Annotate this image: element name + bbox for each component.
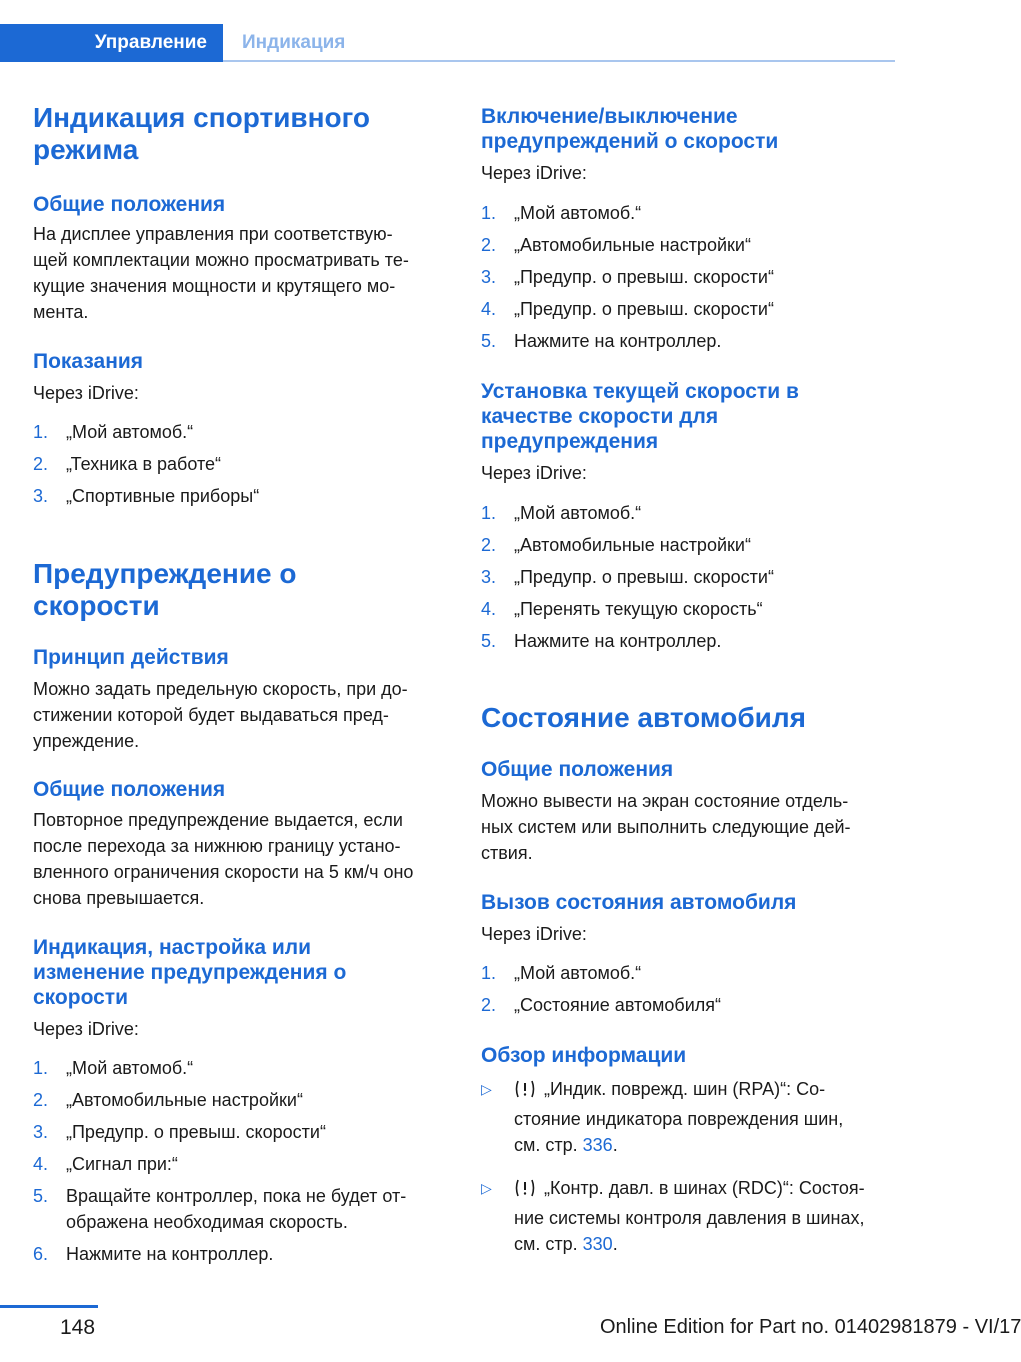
list-item: 2. „Автомобильные настройки“ — [33, 1090, 303, 1110]
list-item: 1. „Мой автомоб.“ — [33, 422, 194, 442]
current-intro: Через iDrive: — [481, 463, 587, 483]
list-item: 4. „Сигнал при:“ — [33, 1154, 178, 1174]
edition-footer: Online Edition for Part no. 01402981879 - VI/17 — [600, 1316, 1021, 1338]
principle-heading: Принцип действия — [33, 646, 229, 669]
sport-mode-title: Индикация спортивного режима — [33, 102, 371, 165]
list-item: 4. „Перенять текущую скорость“ — [481, 599, 763, 619]
bullet-triangle-icon: ▷ — [481, 1180, 492, 1196]
tab-underline — [223, 60, 895, 62]
list-item: 5. Нажмите на контроллер. — [481, 331, 722, 351]
display-setting-heading: Индикация, настройка или изменение предупреждения о скорости — [33, 936, 347, 1009]
general-heading-2: Общие положения — [33, 778, 226, 801]
list-item: 3. „Предупр. о превыш. скорости“ — [481, 567, 774, 587]
list-item: 2. „Автомобильные настройки“ — [481, 235, 751, 255]
overview-list — [481, 1076, 901, 1274]
speed-warning-title: Предупреждение о скорости — [33, 558, 297, 621]
tire-warning-icon — [514, 1178, 536, 1205]
current-steps — [481, 500, 901, 660]
page-number-bar — [0, 1305, 98, 1308]
readings-heading: Показания — [33, 350, 144, 373]
toggle-steps — [481, 200, 901, 360]
chapter-tabs — [0, 24, 895, 62]
tab-display[interactable]: Индикация — [242, 32, 346, 53]
list-item: 4. „Предупр. о превыш. скорости“ — [481, 299, 774, 319]
list-item: 2. „Техника в работе“ — [33, 454, 222, 474]
list-item: 3. „Предупр. о превыш. скорости“ — [481, 267, 774, 287]
bullet-triangle-icon: ▷ — [481, 1081, 492, 1097]
call-steps — [481, 960, 901, 1024]
list-item: 2. „Автомобильные настройки“ — [481, 535, 751, 555]
list-item: 3. „Предупр. о превыш. скорости“ — [33, 1122, 326, 1142]
vehicle-status-title: Состояние автомобиля — [481, 702, 806, 733]
tire-warning-icon — [514, 1079, 536, 1106]
toggle-warning-heading: Включение/выключение предупреждений о скорости — [481, 105, 779, 153]
readings-intro: Через iDrive: — [33, 383, 139, 403]
display-intro: Через iDrive: — [33, 1019, 139, 1039]
list-item: 5. Вращайте контроллер, пока не будет от- ображена необходимая скорость. — [33, 1186, 407, 1232]
page-ref-link[interactable]: 336 — [582, 1135, 613, 1155]
call-status-heading: Вызов состояния автомобиля — [481, 891, 797, 914]
list-item: 1. „Мой автомоб.“ — [481, 963, 642, 983]
toggle-intro: Через iDrive: — [481, 163, 587, 183]
list-item: 6. Нажмите на контроллер. — [33, 1244, 274, 1264]
list-item: ▷ „Контр. давл. в шинах (RDC)“: Состоя- ние системы контроля давления в шинах, см. стр. 330. — [481, 1175, 901, 1257]
list-item: 1. „Мой автомоб.“ — [33, 1058, 194, 1078]
list-item: 1. „Мой автомоб.“ — [481, 503, 642, 523]
page-ref-link[interactable]: 330 — [582, 1234, 613, 1254]
display-steps — [33, 1055, 453, 1273]
general-text-2: Повторное предупреждение выдается, если после перехода за нижнюю границу устано- вленного ограничения скорости на 5 км/ч оно снова превышается. — [33, 810, 414, 908]
general-heading-1: Общие положения — [33, 193, 226, 216]
general-text-1: На дисплее управления при соответствую- щей комплектации можно просматривать те- кущие значения мощности и крутящего мо- мента. — [33, 224, 409, 322]
call-intro: Через iDrive: — [481, 924, 587, 944]
current-speed-heading: Установка текущей скорости в качестве скорости для предупреждения — [481, 380, 799, 453]
principle-text: Можно задать предельную скорость, при до- стижении которой будет выдаваться пред- упреждение. — [33, 679, 408, 751]
list-item: 2. „Состояние автомобиля“ — [481, 995, 722, 1015]
page-number: 148 — [60, 1316, 96, 1339]
list-item: 1. „Мой автомоб.“ — [481, 203, 642, 223]
list-item: 3. „Спортивные приборы“ — [33, 486, 260, 506]
tab-control[interactable]: Управление — [0, 24, 223, 62]
general-text-3: Можно вывести на экран состояние отдель- ных систем или выполнить следующие дей- ствия. — [481, 791, 851, 863]
readings-steps — [33, 419, 453, 515]
overview-heading: Обзор информации — [481, 1044, 687, 1067]
list-item: ▷ „Индик. поврежд. шин (RPA)“: Со- стояние индикатора повреждения шин, см. стр. 336. — [481, 1076, 901, 1158]
list-item: 5. Нажмите на контроллер. — [481, 631, 722, 651]
general-heading-3: Общие положения — [481, 758, 674, 781]
